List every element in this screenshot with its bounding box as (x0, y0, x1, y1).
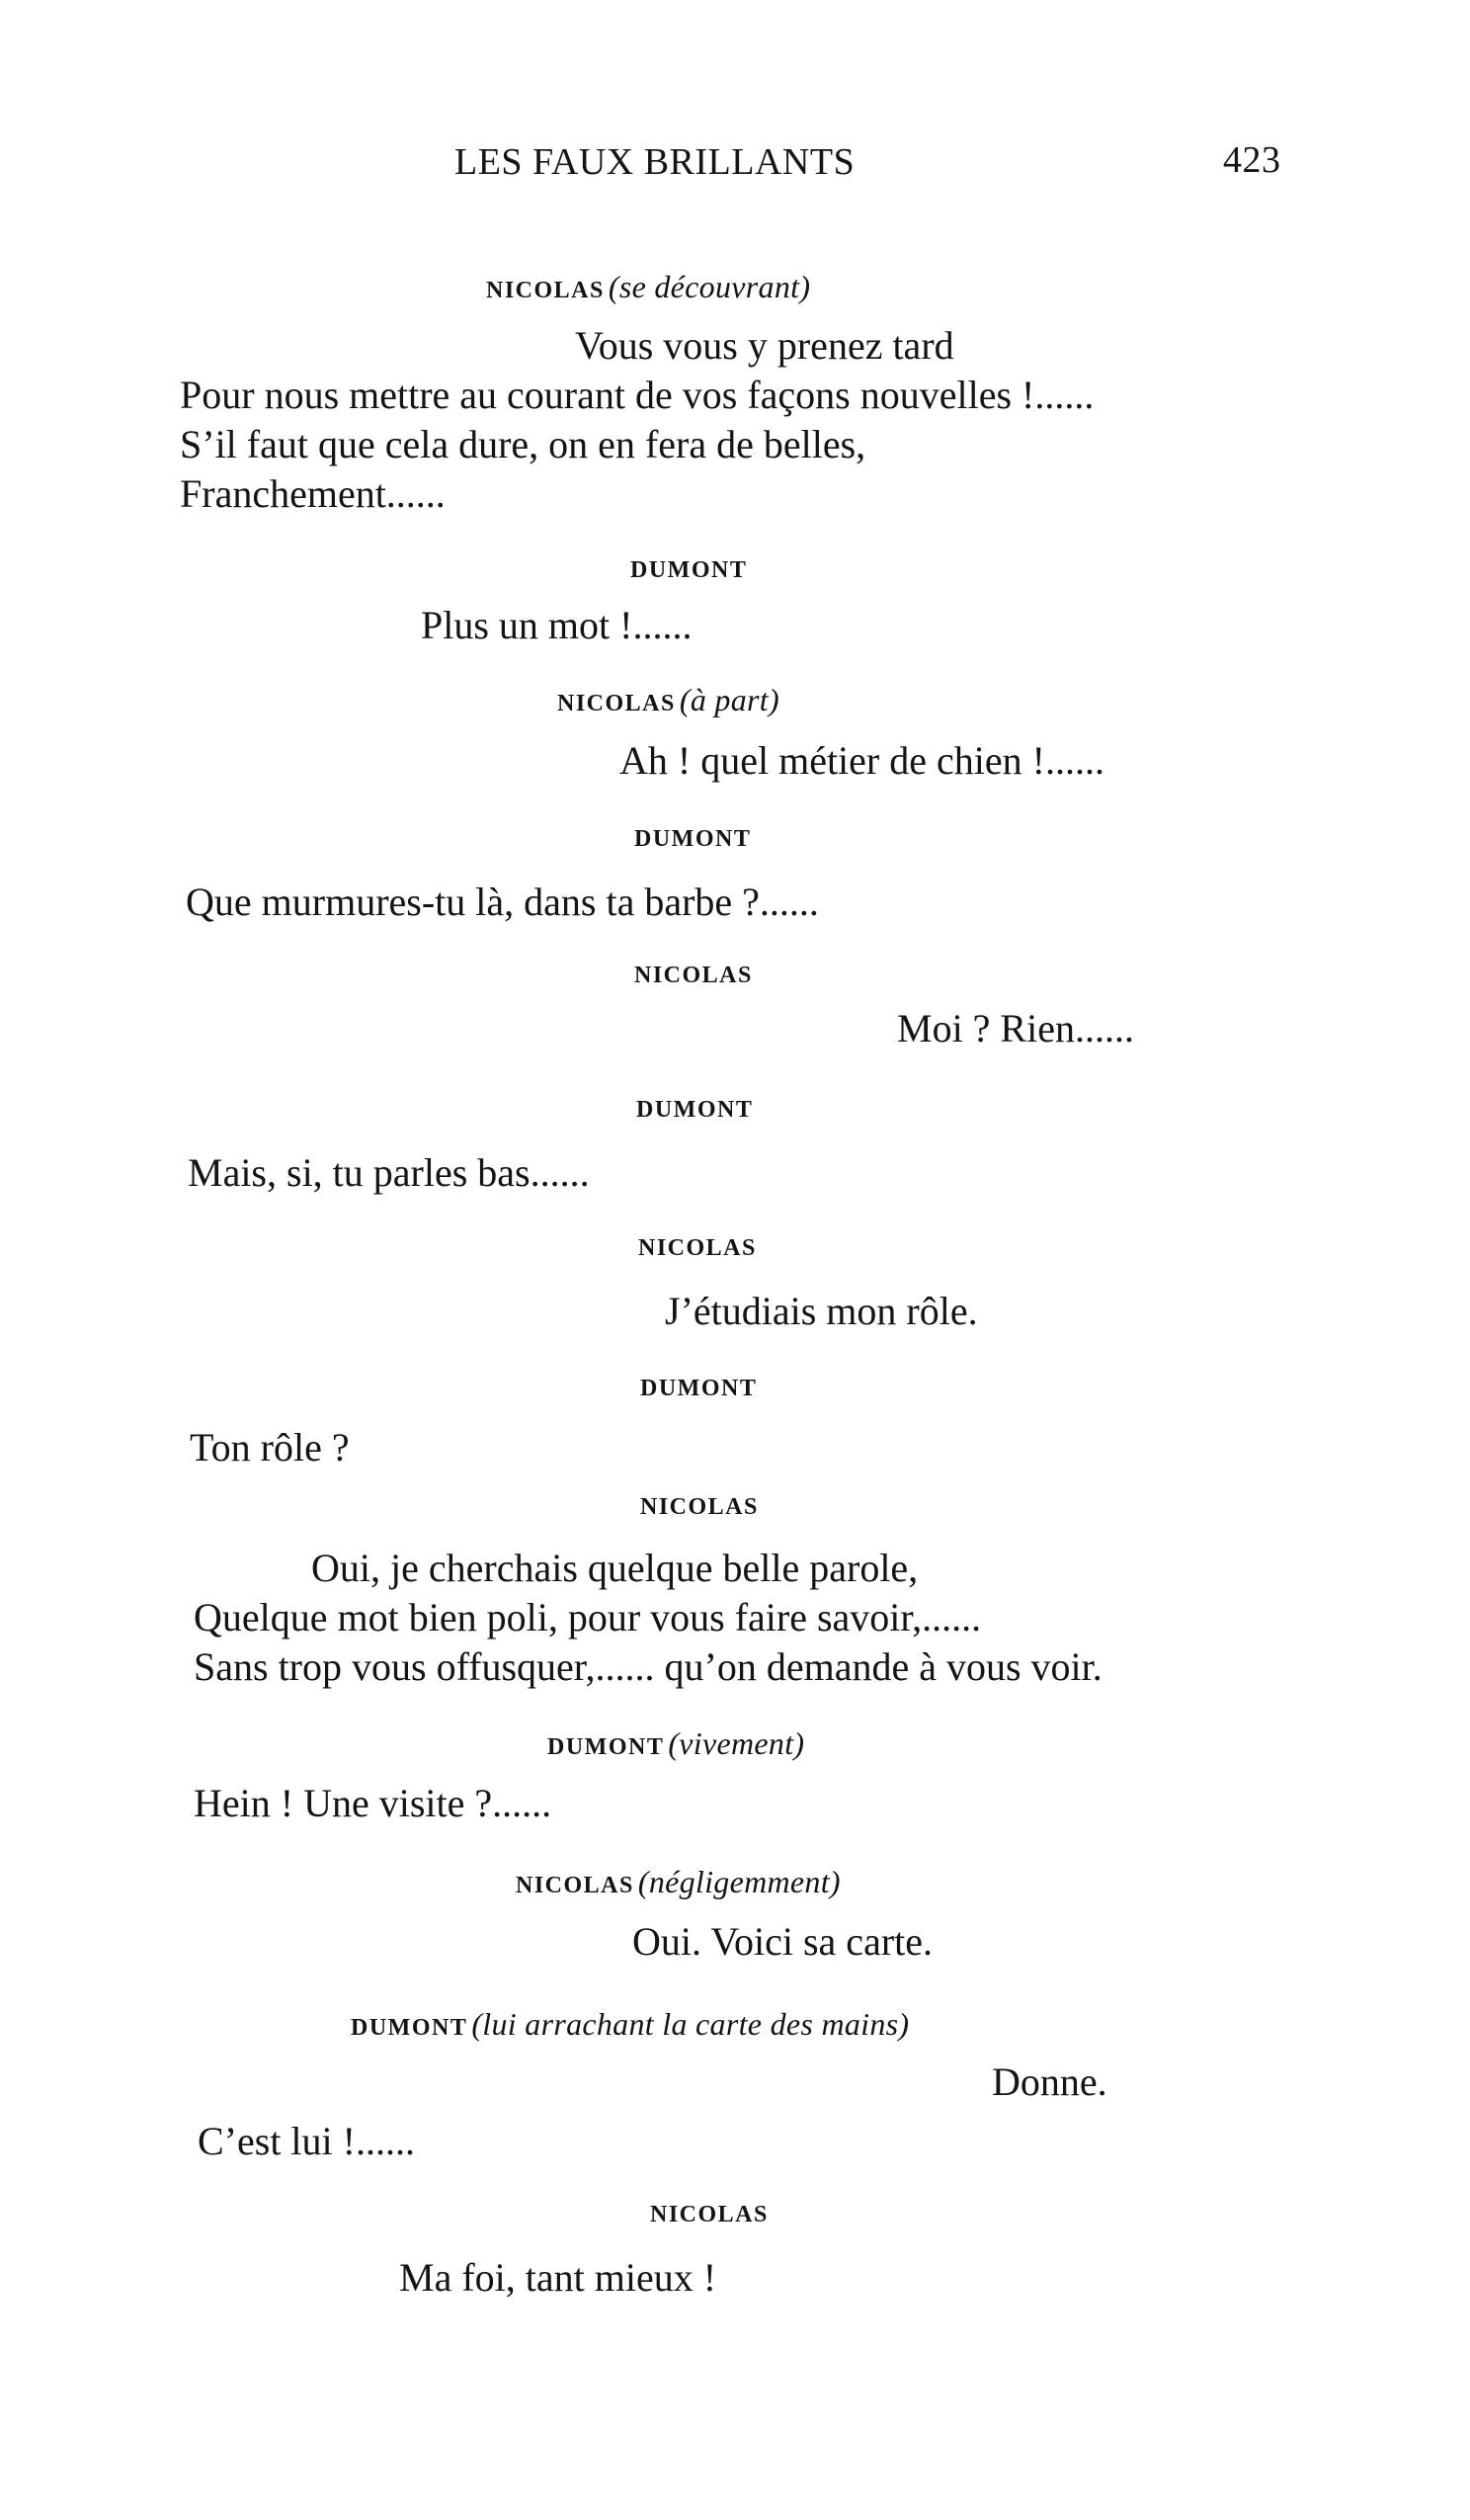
verse-line: Hein ! Une visite ?...... (194, 1781, 552, 1825)
speaker-heading (634, 826, 751, 853)
speaker-heading (516, 1864, 841, 1900)
verse-line: Vous vous y prenez tard (575, 323, 954, 368)
verse-line: Quelque mot bien poli, pour vous faire savoir,...... (194, 1595, 982, 1639)
verse-line: Ah ! quel métier de chien !...... (619, 738, 1104, 783)
speaker-heading (634, 963, 753, 989)
speaker-name: NICOLAS (557, 691, 676, 716)
speaker-name: NICOLAS (638, 1235, 757, 1261)
speaker-name: DUMONT (351, 2015, 468, 2041)
stage-direction: (lui arrachant la carte des mains) (471, 2006, 910, 2042)
verse-line: C’est lui !...... (198, 2119, 415, 2163)
speaker-name: NICOLAS (516, 1873, 634, 1898)
running-title: LES FAUX BRILLANTS (454, 141, 856, 183)
speaker-name: DUMONT (547, 1734, 665, 1760)
verse-line: Oui, je cherchais quelque belle parole, (311, 1546, 919, 1590)
verse-line: J’étudiais mon rôle. (665, 1289, 978, 1333)
verse-line: Donne. (992, 2059, 1107, 2104)
speaker-name: DUMONT (634, 826, 752, 852)
verse-line: Moi ? Rien...... (897, 1006, 1134, 1050)
speaker-heading (640, 1376, 757, 1402)
verse-line: Oui. Voici sa carte. (632, 1919, 934, 1964)
speaker-name: NICOLAS (640, 1494, 759, 1520)
speaker-name: DUMONT (636, 1097, 754, 1123)
speaker-name: DUMONT (640, 1376, 758, 1401)
stage-direction: (à part) (679, 682, 779, 717)
speaker-heading (636, 1097, 753, 1124)
speaker-heading (638, 1235, 757, 1262)
speaker-name: NICOLAS (486, 278, 605, 303)
speaker-heading (351, 2006, 909, 2043)
speaker-heading (547, 1725, 804, 1762)
stage-direction: (se découvrant) (608, 269, 811, 304)
verse-line: Franchement...... (180, 471, 446, 516)
speaker-heading (557, 682, 779, 718)
speaker-heading (486, 269, 810, 305)
speaker-heading (650, 2202, 769, 2228)
verse-line: Pour nous mettre au courant de vos façons nouvelles !...... (180, 373, 1095, 417)
verse-line: Mais, si, tu parles bas...... (188, 1150, 590, 1195)
stage-direction: (vivement) (668, 1725, 805, 1761)
verse-line: Plus un mot !...... (421, 603, 693, 647)
verse-line: Que murmures-tu là, dans ta barbe ?...... (186, 880, 819, 924)
page-number: 423 (1223, 139, 1281, 181)
stage-direction: (négligemment) (637, 1864, 841, 1899)
verse-line: Sans trop vous offusquer,...... qu’on demande à vous voir. (194, 1644, 1102, 1689)
verse-line: Ma foi, tant mieux ! (399, 2255, 717, 2300)
verse-line: S’il faut que cela dure, on en fera de belles, (180, 422, 866, 466)
speaker-name: NICOLAS (650, 2202, 769, 2227)
verse-line: Ton rôle ? (190, 1425, 350, 1470)
speaker-name: DUMONT (630, 557, 748, 583)
speaker-heading (640, 1494, 759, 1521)
speaker-heading (630, 557, 747, 584)
speaker-name: NICOLAS (634, 963, 753, 988)
